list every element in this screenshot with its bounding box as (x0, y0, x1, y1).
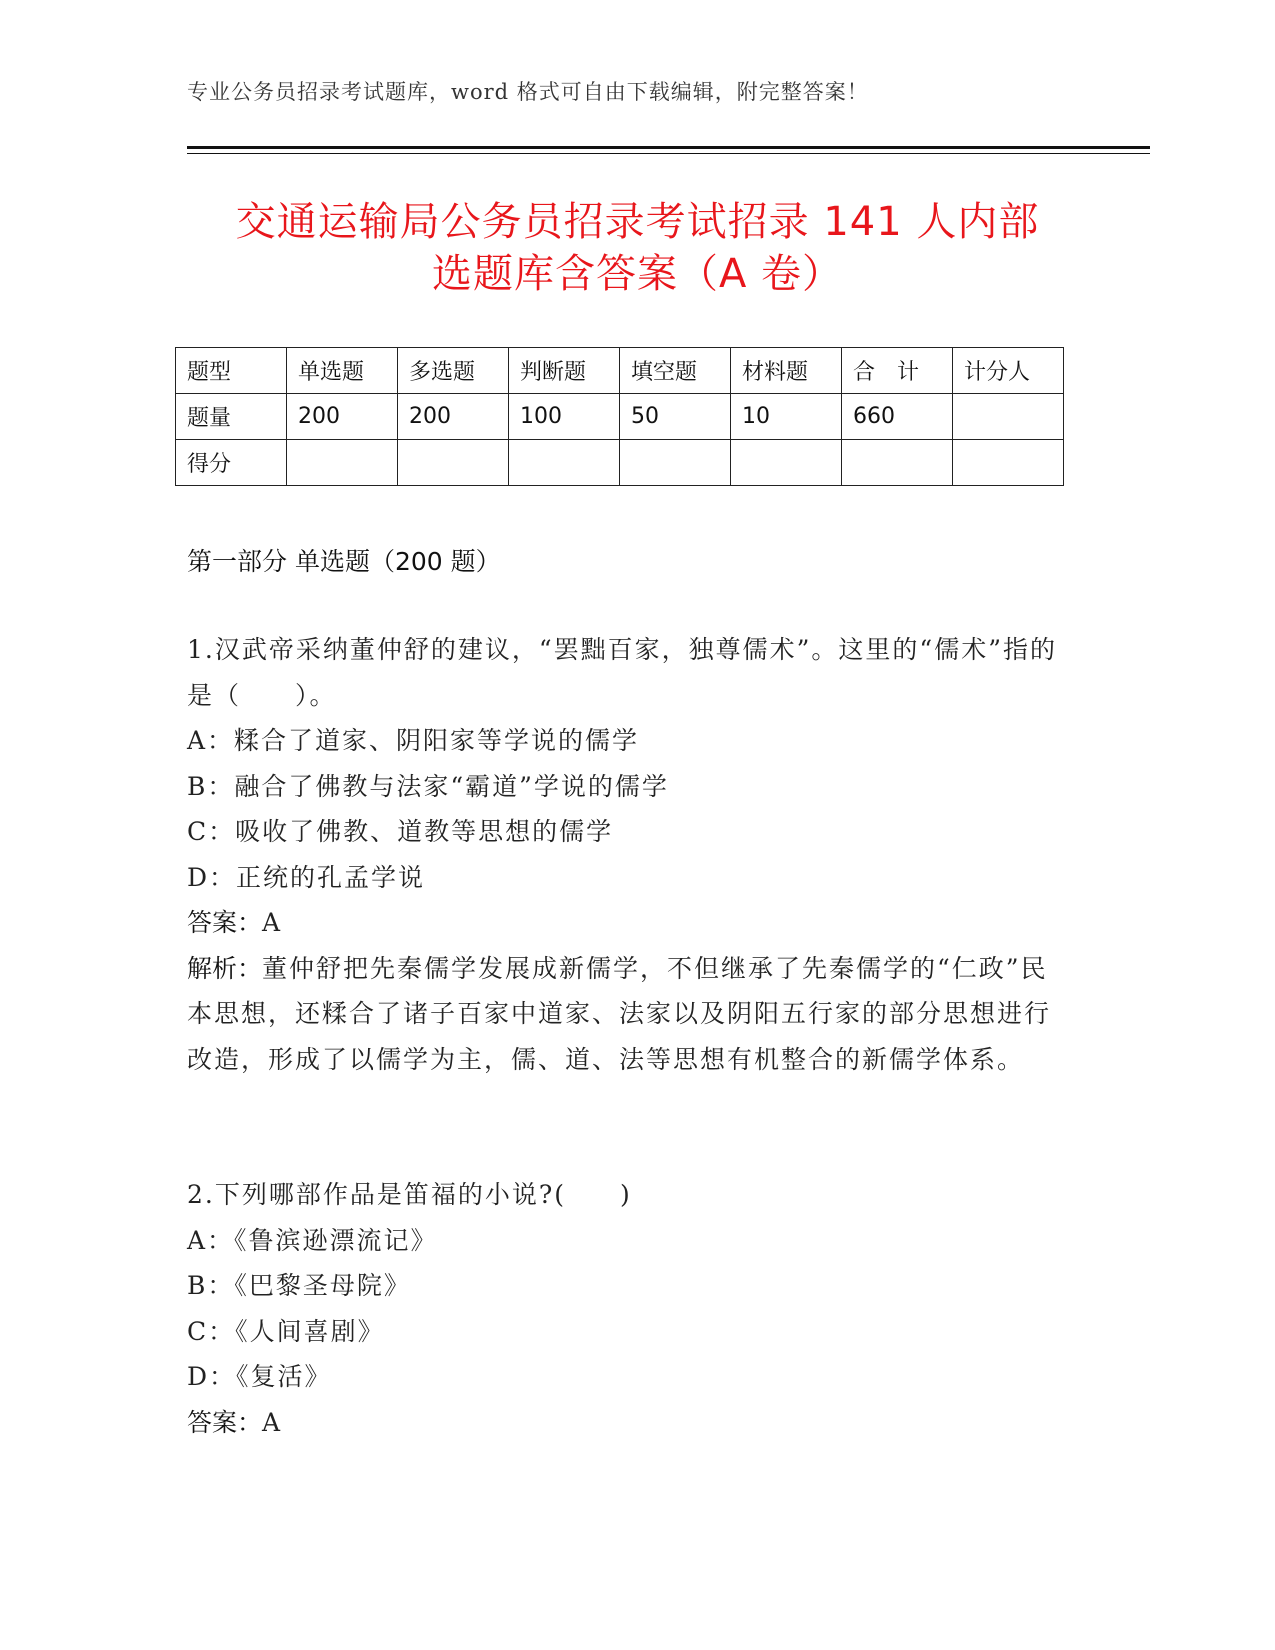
cell: 50 (620, 394, 731, 440)
cell: 多选题 (398, 348, 509, 394)
cell (287, 440, 398, 486)
analysis-label: 解析： (187, 953, 263, 983)
header-rule-thick (187, 146, 1150, 149)
option-a: A：糅合了道家、阴阳家等学说的儒学 (187, 726, 640, 755)
question-2 (187, 1172, 1057, 1445)
option-a: A：《鲁滨逊漂流记》 (187, 1225, 438, 1255)
title-line-1: 交通运输局公务员招录考试招录 141 人内部 (235, 199, 1040, 245)
question-1 (187, 627, 1057, 1082)
question-stem: 1.汉武帝采纳董仲舒的建议，“罢黜百家，独尊儒术”。这里的“儒术”指的是（ ）。 (187, 635, 1057, 710)
cell (620, 440, 731, 486)
document-title (120, 196, 1155, 300)
cell (842, 440, 953, 486)
analysis-text: 董仲舒把先秦儒学发展成新儒学，不但继承了先秦儒学的“仁政”民本思想，还糅合了诸子百家中道家、法家以及阴阳五行家的部分思想进行改造，形成了以儒学为主，儒、道、法等思想有机整合的新儒学体系。 (187, 953, 1052, 1074)
section-title: 第一部分 单选题（200 题） (187, 547, 501, 576)
cell: 得分 (176, 440, 287, 486)
title-line-2: 选题库含答案（A 卷） (431, 251, 844, 297)
answer-line (187, 1400, 1057, 1446)
cell: 200 (287, 394, 398, 440)
answer-label: 答案： (187, 1407, 263, 1437)
cell: 单选题 (287, 348, 398, 394)
cell: 660 (842, 394, 953, 440)
option-c: C：吸收了佛教、道教等思想的儒学 (187, 817, 614, 846)
cell (509, 440, 620, 486)
answer-line (187, 900, 1057, 946)
cell: 题型 (176, 348, 287, 394)
option-b: B：融合了佛教与法家“霸道”学说的儒学 (187, 771, 669, 801)
score-table (175, 347, 1064, 486)
cell: 200 (398, 394, 509, 440)
option-d: D：正统的孔孟学说 (187, 862, 426, 892)
answer-value: A (262, 1407, 283, 1437)
cell: 计分人 (953, 348, 1064, 394)
cell (731, 440, 842, 486)
cell (953, 440, 1064, 486)
cell: 判断题 (509, 348, 620, 394)
score-table-row-score (176, 440, 1064, 486)
option-c: C：《人间喜剧》 (187, 1316, 385, 1346)
question-stem: 2.下列哪部作品是笛福的小说?( ) (187, 1180, 632, 1209)
cell: 合 计 (842, 348, 953, 394)
cell: 填空题 (620, 348, 731, 394)
score-table-row-type (176, 348, 1064, 394)
answer-value: A (262, 908, 283, 937)
cell: 材料题 (731, 348, 842, 394)
cell: 10 (731, 394, 842, 440)
header-note: 专业公务员招录考试题库，word 格式可自由下载编辑，附完整答案！ (187, 80, 869, 104)
cell (953, 394, 1064, 440)
cell: 100 (509, 394, 620, 440)
option-b: B：《巴黎圣母院》 (187, 1271, 411, 1300)
option-d: D：《复活》 (187, 1362, 332, 1391)
cell: 题量 (176, 394, 287, 440)
cell (398, 440, 509, 486)
header-rule-thin (187, 153, 1150, 154)
score-table-row-count (176, 394, 1064, 440)
answer-label: 答案： (187, 908, 263, 937)
analysis (187, 946, 1057, 1083)
